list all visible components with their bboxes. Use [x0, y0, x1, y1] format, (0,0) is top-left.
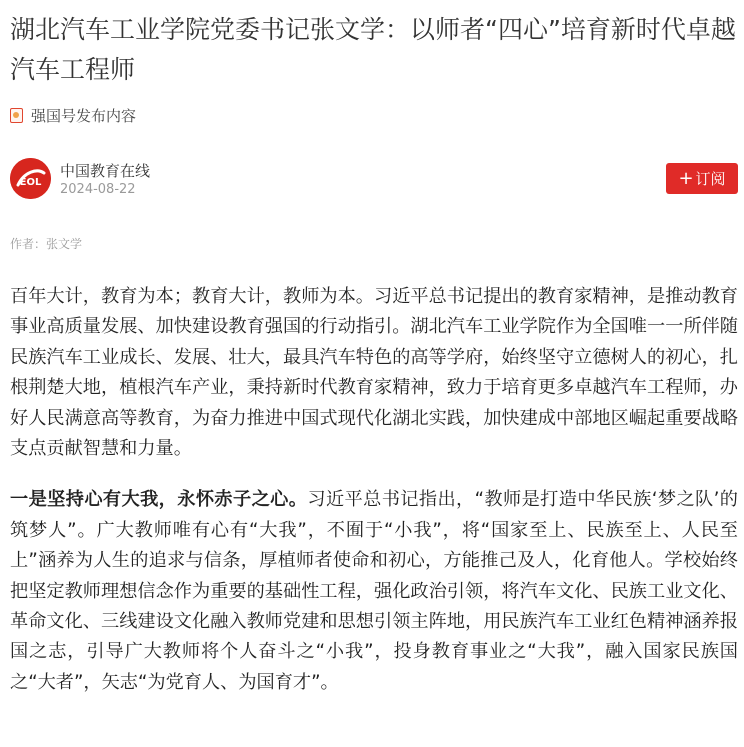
publisher-logo-text: EOL — [19, 177, 42, 188]
paragraph-lead: 一是坚持心有大我，永怀赤子之心。 — [10, 489, 308, 511]
plus-icon: + — [678, 167, 694, 189]
paragraph-text: 习近平总书记指出，“教师是打造中华民族‘梦之队’的筑梦人”。广大教师唯有心有“大我”，不囿于“小我”，将“国家至上、民族至上、人民至上”涵养为人生的追求与信条，厚植师者使命和初心，方能推己及人，化育他人。学校始终把坚定教师理想信念作为重要的基础性工程，强化政治引领，将汽车文化、民族工业文化、革命文化、三线建设文化融入教师党建和思想引领主阵地，用民族汽车工业红色精神涵养报国之志，引导广大教师将个人奋斗之“小我”，投身教育事业之“大我”，融入国家民族国之“大者”，矢志“为党育人、为国育才”。 — [10, 489, 738, 693]
article-body — [10, 282, 738, 719]
source-tag — [10, 104, 136, 126]
paragraph — [10, 282, 738, 464]
publisher-logo-icon — [10, 158, 51, 199]
source-tag-label: 强国号发布内容 — [31, 106, 137, 125]
author-row — [10, 158, 738, 200]
publisher-name[interactable]: 中国教育在线 — [60, 162, 151, 180]
subscribe-label: 订阅 — [695, 170, 726, 188]
paragraph — [10, 485, 738, 698]
publisher-avatar[interactable] — [10, 158, 51, 199]
paragraph-text: 百年大计，教育为本；教育大计，教师为本。习近平总书记提出的教育家精神，是推动教育事业高质量发展、加快建设教育强国的行动指引。湖北汽车工业学院作为全国唯一一所伴随民族汽车工业成长、发展、壮大，最具汽车特色的高等学府，始终坚守立德树人的初心，扎根荆楚大地，植根汽车产业，秉持新时代教育家精神，致力于培育更多卓越汽车工程师，办好人民满意高等教育，为奋力推进中国式现代化湖北实践，加快建成中部地区崛起重要战略支点贡献智慧和力量。 — [10, 286, 738, 460]
article-title: 湖北汽车工业学院党委书记张文学：以师者“四心”培育新时代卓越汽车工程师 — [10, 15, 736, 84]
author-byline: 作者：张文学 — [10, 237, 83, 251]
badge-icon — [10, 108, 23, 123]
subscribe-button[interactable] — [666, 163, 738, 194]
publish-date: 2024-08-22 — [60, 182, 136, 197]
